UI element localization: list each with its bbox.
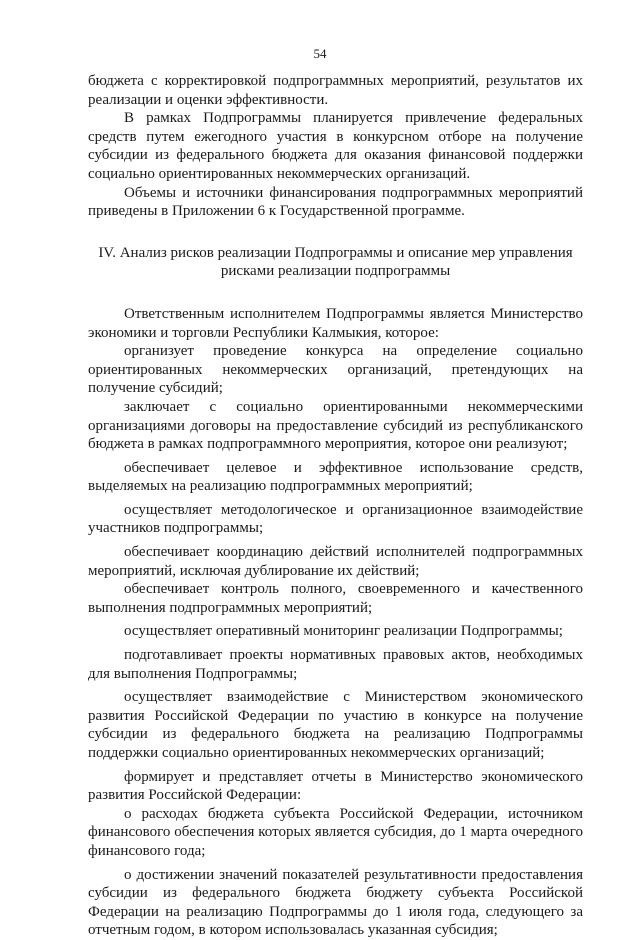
paragraph-federal-funding: В рамках Подпрограммы планируется привлечение федеральных средств путем ежегодного участия в конкурсном отборе на получение субсидии из федерального бюджета для оказания финансовой поддержки социально ориентированных некоммерческих организаций. <box>88 110 583 182</box>
list-item-ministry-interaction: осуществляет взаимодействие с Министерством экономического развития Российской Федерации по участию в конкурсе на получение субсидии из федерального бюджета на реализацию Подпрограммы поддержки социально ориентированных некоммерческих организаций; <box>88 689 583 761</box>
section-title: IV. Анализ рисков реализации Подпрограммы и описание мер управления рисками реализации подпрограммы <box>98 244 573 280</box>
list-item-organizes-contest: организует проведение конкурса на определение социально ориентированных некоммерческих организаций, претендующих на получение субсидий; <box>88 343 583 397</box>
list-item-concludes-agreements: заключает с социально ориентированными некоммерческими организациями договоры на предоставление субсидий из республиканского бюджета в рамках подпрограммного мероприятия, которое они реализуют; <box>88 398 583 453</box>
list-item-performance-report: о достижении значений показателей результативности предоставления субсидии из федерального бюджета бюджету субъекта Российской Федерации на реализацию Подпрограммы до 1 июля года, следующего за отчетным годом, в котором использовалась указанная субсидия; <box>88 866 583 939</box>
list-item-reports: формирует и представляет отчеты в Министерство экономического развития Российской Федерации: <box>88 768 583 804</box>
page-number: 54 <box>313 46 327 61</box>
paragraph-continuation: бюджета с корректировкой подпрограммных мероприятий, результатов их реализации и оценки эффективности. <box>88 73 583 108</box>
paragraph-funding-sources: Объемы и источники финансирования подпрограммных мероприятий приведены в Приложении 6 к Государственной программе. <box>88 184 583 220</box>
list-item-methodological-interaction: осуществляет методологическое и организационное взаимодействие участников подпрограммы; <box>88 501 583 537</box>
document-body <box>88 72 583 940</box>
list-item-expenditure-report: о расходах бюджета субъекта Российской Федерации, источником финансового обеспечения которых является субсидия, до 1 марта очередного финансового года; <box>88 805 583 859</box>
list-item-monitoring: осуществляет оперативный мониторинг реализации Подпрограммы; <box>124 623 563 640</box>
list-item-draft-acts: подготавливает проекты нормативных правовых актов, необходимых для выполнения Подпрограммы; <box>88 647 583 682</box>
paragraph-responsible-executor: Ответственным исполнителем Подпрограммы является Министерство экономики и торговли Республики Калмыкия, которое: <box>88 305 583 341</box>
list-item-control: обеспечивает контроль полного, своевременного и качественного выполнения подпрограммных мероприятий; <box>88 581 583 616</box>
list-item-coordination: обеспечивает координацию действий исполнителей подпрограммных мероприятий, исключая дублирование их действий; <box>88 544 583 579</box>
list-item-ensures-funds-use: обеспечивает целевое и эффективное использование средств, выделяемых на реализацию подпрограммных мероприятий; <box>88 459 583 495</box>
